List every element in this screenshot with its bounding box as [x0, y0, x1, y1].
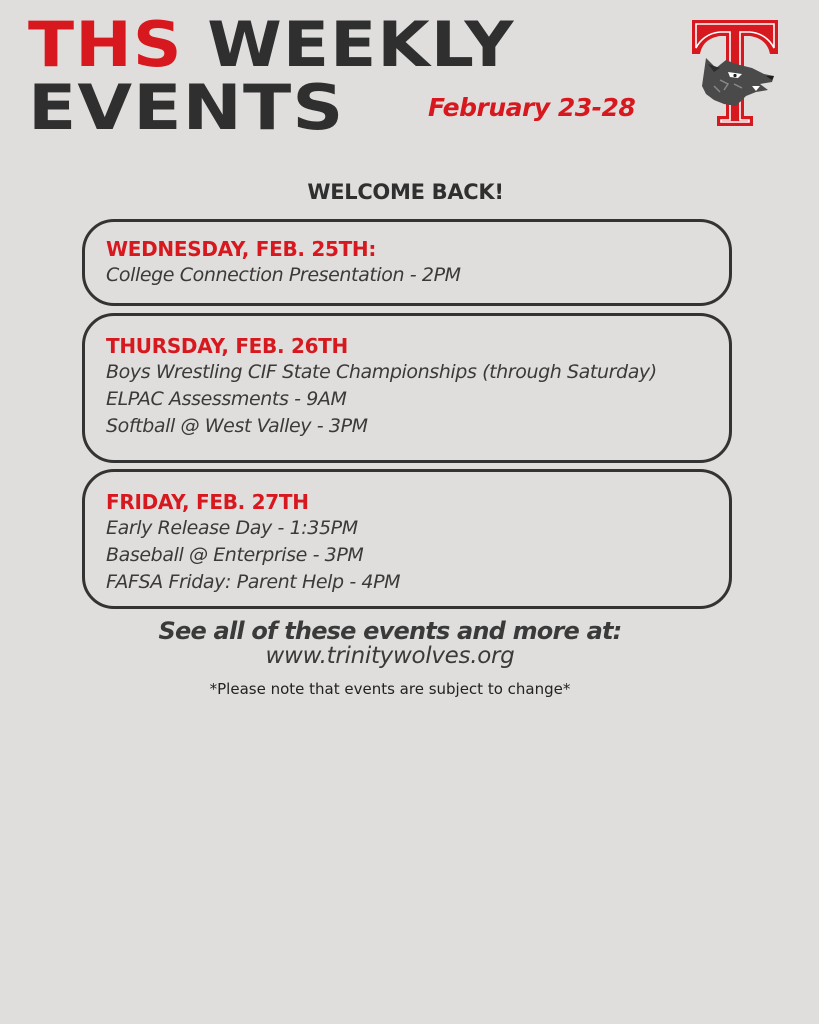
title-weekly: WEEKLY [207, 8, 515, 81]
day-heading: THURSDAY, FEB. 26TH [106, 334, 348, 358]
event-item: College Connection Presentation - 2PM [106, 264, 461, 286]
day-heading: WEDNESDAY, FEB. 25TH: [106, 237, 377, 261]
event-item: Early Release Day - 1:35PM [106, 517, 358, 539]
welcome-heading: WELCOME BACK! [307, 180, 504, 204]
event-item: Boys Wrestling CIF State Championships (through Saturday) [106, 361, 657, 383]
day-card-thursday [82, 313, 732, 463]
event-item: Baseball @ Enterprise - 3PM [106, 544, 364, 566]
wolf-head-t-logo-icon [690, 20, 780, 128]
event-item: Softball @ West Valley - 3PM [106, 415, 368, 437]
title-ths: THS [28, 8, 183, 81]
day-heading: FRIDAY, FEB. 27TH [106, 490, 309, 514]
title-events: EVENTS [28, 71, 345, 144]
disclaimer-note: *Please note that events are subject to change* [209, 680, 571, 698]
title-line-1 [28, 8, 515, 81]
more-events-heading: See all of these events and more at: [158, 617, 622, 645]
day-card-wednesday [82, 219, 732, 306]
event-item: FAFSA Friday: Parent Help - 4PM [106, 571, 401, 593]
date-range: February 23-28 [428, 93, 636, 122]
event-item: ELPAC Assessments - 9AM [106, 388, 347, 410]
wolf-head-shape [702, 58, 774, 106]
day-card-friday [82, 469, 732, 609]
website-url: www.trinitywolves.org [265, 643, 515, 669]
